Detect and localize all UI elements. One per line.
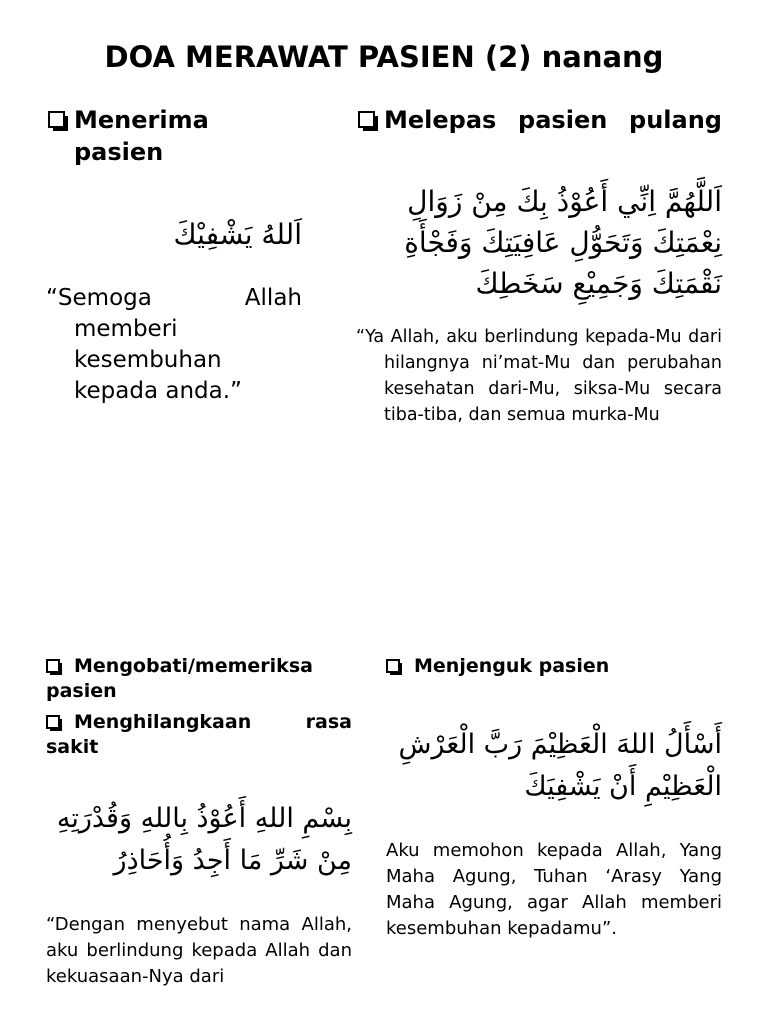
checkbox-bullet-icon [46, 715, 60, 729]
arabic-prayer: بِسْمِ اللهِ أَعُوْذُ بِاللهِ وَقُدْرَتِهِ مِنْ شَرِّ مَا أَجِدُ وَأُحَاذِرُ [56, 803, 352, 876]
translation-text: “Dengan menyebut nama Allah, aku berlindung kepada Allah dan kekuasaan-Nya dari [46, 914, 352, 987]
section-heading [46, 654, 352, 704]
page-title: DOA MERAWAT PASIEN (2) nanang [104, 40, 664, 74]
checkbox-bullet-icon [46, 659, 60, 673]
translation-text: “Semoga Allah memberi kesembuhan kepada anda.” [46, 285, 302, 404]
section-heading [46, 104, 302, 168]
arabic-prayer: اَللهُ يَشْفِيْكَ [173, 218, 302, 251]
section-mengobati [46, 654, 352, 990]
checkbox-bullet-icon [48, 111, 65, 128]
heading-text: Melepas pasien pulang [384, 106, 722, 134]
translation-text: “Ya Allah, aku berlindung kepada-Mu dari hilangnya ni’mat-Mu dan perubahan kesehatan dari-Mu, siksa-Mu secara tiba-tiba, dan semua murka-Mu [356, 327, 722, 425]
checkbox-bullet-icon [358, 111, 375, 128]
heading-text: Menerima pasien [74, 106, 209, 166]
arabic-prayer: اَللَّهُمَّ اِنِّي أَعُوْذُ بِكَ مِنْ زَوَالِ نِعْمَتِكَ وَتَحَوُّلِ عَافِيَتِكَ وَفَجْأَةِ نَقْمَتِكَ وَجَمِيْعِ سَخَطِكَ [404, 185, 722, 300]
arabic-prayer: أَسْأَلُ اللهَ الْعَظِيْمَ رَبَّ الْعَرْشِ الْعَظِيْمِ أَنْ يَشْفِيَكَ [398, 729, 722, 802]
section-menerima [46, 104, 302, 407]
section-heading [386, 654, 722, 679]
heading-text: Menjenguk pasien [414, 655, 610, 677]
translation-text: Aku memohon kepada Allah, Yang Maha Agung, Tuhan ‘Arasy Yang Maha Agung, agar Allah memberi kesembuhan kepadamu”. [386, 840, 722, 939]
section-heading [46, 710, 352, 760]
section-melepas [356, 104, 722, 428]
heading-text: Menghilangkaan rasa sakit [46, 711, 352, 758]
section-heading [356, 104, 722, 136]
section-menjenguk [386, 654, 722, 942]
checkbox-bullet-icon [386, 659, 400, 673]
heading-text: Mengobati/memeriksa pasien [46, 655, 313, 702]
